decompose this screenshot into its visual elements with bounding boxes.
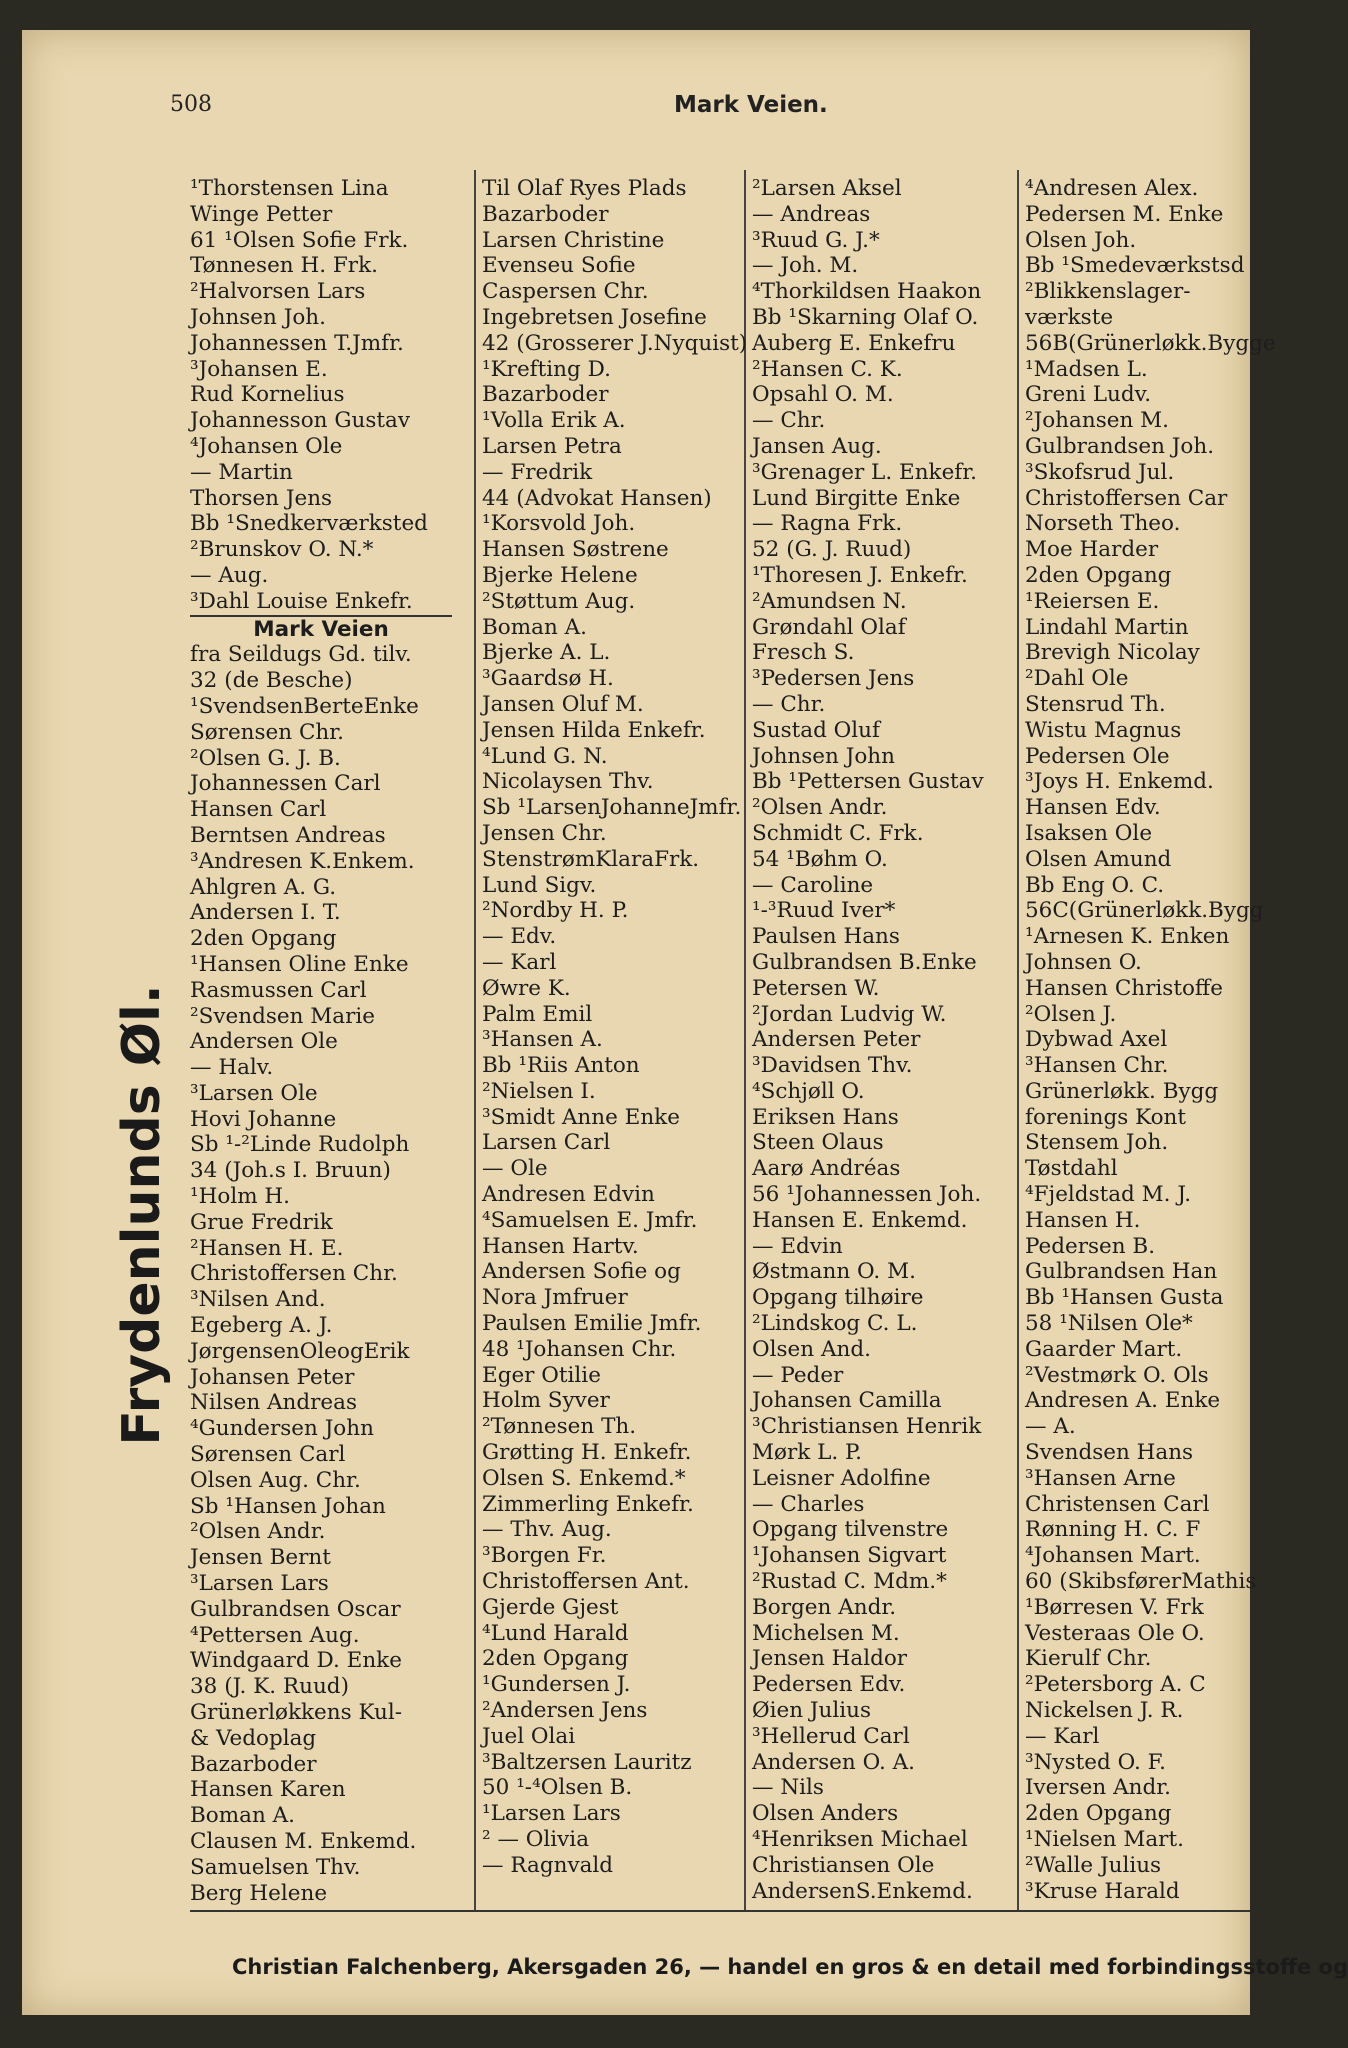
directory-entry: Hansen H. xyxy=(1025,1207,1141,1233)
directory-entry: ³Kruse Harald xyxy=(1025,1878,1180,1904)
directory-entry: ¹Korsvold Joh. xyxy=(482,511,636,537)
directory-entry: Sørensen Carl xyxy=(190,1442,346,1468)
directory-entry: Petersen W. xyxy=(752,975,880,1001)
directory-entry: Bb ¹Smedeværkstsd xyxy=(1025,253,1245,279)
directory-entry: Berg Helene xyxy=(190,1880,328,1906)
column-divider xyxy=(474,170,476,1910)
directory-entry: Bb ¹Hansen Gusta xyxy=(1025,1285,1224,1311)
directory-entry: Winge Petter xyxy=(190,201,333,227)
directory-entry: Til Olaf Ryes Plads xyxy=(482,176,687,201)
directory-entry: Evenseu Sofie xyxy=(482,253,636,279)
directory-entry: Opsahl O. M. xyxy=(752,382,894,408)
directory-entry: ¹Nielsen Mart. xyxy=(1025,1827,1184,1852)
directory-entry: Auberg E. Enkefru xyxy=(752,330,956,356)
directory-entry: Østmann O. M. xyxy=(752,1259,916,1285)
directory-entry: Greni Ludv. xyxy=(1025,382,1152,408)
directory-entry: ⁴Henriksen Michael xyxy=(752,1827,968,1852)
directory-entry: Larsen Christine xyxy=(482,227,665,253)
directory-entry: — Ragnvald xyxy=(482,1852,614,1878)
directory-entry: 56 ¹Johannessen Joh. xyxy=(752,1182,982,1208)
directory-entry: Johansen Camilla xyxy=(752,1388,942,1414)
directory-entry: — Ole xyxy=(482,1156,548,1182)
directory-entry: Pedersen Ole xyxy=(1025,743,1170,769)
directory-entry: Zimmerling Enkefr. xyxy=(482,1491,694,1517)
directory-entry: Andersen I. T. xyxy=(190,900,341,926)
directory-entry: ¹Thoresen J. Enkefr. xyxy=(752,562,968,588)
directory-entry: Gulbrandsen Oscar xyxy=(190,1596,401,1622)
directory-entry: Tøstdahl xyxy=(1025,1156,1118,1182)
directory-entry: Hovi Johanne xyxy=(190,1106,337,1132)
directory-entry: Andersen O. A. xyxy=(752,1749,915,1775)
directory-entry: — Aug. xyxy=(190,562,269,588)
column-divider xyxy=(1017,170,1019,1910)
directory-entry: ³Baltzersen Lauritz xyxy=(482,1749,692,1775)
directory-entry: Bazarboder xyxy=(482,201,609,227)
directory-entry: Egeberg A. J. xyxy=(190,1313,333,1339)
directory-entry: Hansen Karen xyxy=(190,1777,346,1803)
directory-entry: ¹Thorstensen Lina xyxy=(190,176,389,201)
directory-entry: Bjerke Helene xyxy=(482,562,638,588)
directory-entry: JørgensenOleogErik xyxy=(190,1338,410,1364)
directory-entry: Mørk L. P. xyxy=(752,1440,862,1466)
directory-entry: Øwre K. xyxy=(482,975,571,1001)
directory-entry: ³Grenager L. Enkefr. xyxy=(752,459,978,485)
directory-entry: Hansen Carl xyxy=(190,797,327,823)
directory-entry: ³Johansen E. xyxy=(190,356,328,382)
directory-entry: ³Larsen Lars xyxy=(190,1571,329,1597)
directory-entry: ³Ruud G. J.* xyxy=(752,227,880,253)
directory-entry: Pedersen Edv. xyxy=(752,1672,906,1698)
directory-entry: Johansen Peter xyxy=(190,1364,355,1390)
directory-entry: Paulsen Emilie Jmfr. xyxy=(482,1311,702,1337)
directory-entry: ²Tønnesen Th. xyxy=(482,1414,637,1440)
footer-advertisement: Christian Falchenberg, Akersgaden 26, — handel en gros & en detail med forbindingsstoffe og xyxy=(232,1955,1348,1979)
directory-entry: ²Rustad C. Mdm.* xyxy=(752,1569,947,1595)
directory-entry: ⁴Gundersen John xyxy=(190,1416,374,1442)
directory-entry: — Peder xyxy=(752,1362,844,1388)
directory-entry: ¹Volla Erik A. xyxy=(482,408,626,434)
directory-entry: Andresen A. Enke xyxy=(1025,1388,1221,1414)
directory-entry: ⁴Johansen Ole xyxy=(190,433,343,459)
directory-entry: ³Andresen K.Enkem. xyxy=(190,848,415,874)
directory-entry: Andersen Sofie og xyxy=(482,1259,681,1285)
directory-entry: Johnsen John xyxy=(752,743,895,769)
directory-entry: 56C(Grünerløkk.Bygg xyxy=(1025,898,1264,924)
directory-entry: Palm Emil xyxy=(482,1001,593,1027)
directory-entry: ²Brunskov O. N.* xyxy=(190,537,374,563)
directory-entry: ¹SvendsenBerteEnke xyxy=(190,693,419,719)
directory-entry: Boman A. xyxy=(482,614,587,640)
directory-entry: ²Olsen G. J. B. xyxy=(190,745,341,771)
directory-entry: — Caroline xyxy=(752,872,874,898)
directory-entry: Ahlgren A. G. xyxy=(190,874,337,900)
directory-entry: ²Nielsen I. xyxy=(482,1078,596,1104)
directory-entry: ²Halvorsen Lars xyxy=(190,279,366,305)
directory-entry: værkste xyxy=(1025,304,1114,330)
directory-entry: — Thv. Aug. xyxy=(482,1517,612,1543)
directory-entry: Hansen Hartv. xyxy=(482,1233,639,1259)
directory-entry: Caspersen Chr. xyxy=(482,279,649,305)
directory-entry: ²Lindskog C. L. xyxy=(752,1311,918,1337)
directory-entry: 42 (Grosserer J.Nyquist) xyxy=(482,330,748,356)
directory-entry: Ingebretsen Josefine xyxy=(482,304,707,330)
directory-entry: Opgang tilhøire xyxy=(752,1285,924,1311)
directory-entry: ³Larsen Ole xyxy=(190,1080,318,1106)
directory-entry: ³Hansen Arne xyxy=(1025,1465,1176,1491)
directory-entry: — Fredrik xyxy=(482,459,593,485)
directory-entry: Eriksen Hans xyxy=(752,1104,899,1130)
directory-entry: forenings Kont xyxy=(1025,1104,1187,1130)
directory-entry: Rud Kornelius xyxy=(190,382,345,408)
directory-entry: Rønning H. C. F xyxy=(1025,1517,1201,1543)
directory-entry: StenstrømKlaraFrk. xyxy=(482,846,700,872)
directory-entry: Grünerløkk. Bygg xyxy=(1025,1078,1219,1104)
directory-entry: 34 (Joh.s I. Bruun) xyxy=(190,1158,391,1184)
directory-entry: Clausen M. Enkemd. xyxy=(190,1829,417,1854)
directory-entry: ²Johansen M. xyxy=(1025,408,1169,434)
directory-entry: Olsen Joh. xyxy=(1025,227,1137,253)
directory-entry: Olsen Aug. Chr. xyxy=(190,1467,361,1493)
directory-entry: Pedersen B. xyxy=(1025,1233,1156,1259)
directory-entry: ²Blikkenslager- xyxy=(1025,279,1191,305)
directory-column-3 xyxy=(752,176,1016,1911)
directory-entry: — Chr. xyxy=(752,408,826,434)
directory-entry: Grøtting H. Enkefr. xyxy=(482,1440,692,1466)
directory-entry: Lund Sigv. xyxy=(482,872,597,898)
directory-entry: Johannessen T.Jmfr. xyxy=(190,330,404,356)
directory-entry: ⁴Fjeldstad M. J. xyxy=(1025,1182,1192,1208)
directory-entry: Svendsen Hans xyxy=(1025,1440,1194,1466)
directory-entry: — Karl xyxy=(1025,1723,1100,1749)
directory-entry: ⁴Pettersen Aug. xyxy=(190,1622,360,1648)
directory-entry: ²Andersen Jens xyxy=(482,1698,648,1724)
directory-entry: ⁴Samuelsen E. Jmfr. xyxy=(482,1207,698,1233)
directory-entry: Isaksen Ole xyxy=(1025,820,1153,846)
directory-entry: ¹Madsen L. xyxy=(1025,356,1148,382)
page-header xyxy=(22,92,1250,128)
directory-entry: Brevigh Nicolay xyxy=(1025,640,1200,666)
directory-entry: — Ragna Frk. xyxy=(752,511,903,537)
directory-entry: Eger Otilie xyxy=(482,1362,601,1388)
directory-entry: Bb Eng O. C. xyxy=(1025,872,1165,898)
directory-entry: 48 ¹Johansen Chr. xyxy=(482,1336,677,1362)
directory-entry: Samuelsen Thv. xyxy=(190,1854,361,1880)
directory-entry: 2den Opgang xyxy=(482,1646,629,1672)
directory-entry: 32 (de Besche) xyxy=(190,668,353,694)
directory-entry: Hansen E. Enkemd. xyxy=(752,1207,968,1233)
directory-entry: Boman A. xyxy=(190,1803,295,1829)
directory-entry: ¹Arnesen K. Enken xyxy=(1025,924,1230,950)
directory-entry: ²Vestmørk O. Ols xyxy=(1025,1362,1209,1388)
directory-entry: Berntsen Andreas xyxy=(190,822,386,848)
directory-entry: ²Olsen Andr. xyxy=(190,1519,326,1545)
directory-entry: Gulbrandsen Han xyxy=(1025,1259,1218,1285)
directory-entry: Fresch S. xyxy=(752,640,855,666)
directory-entry: ¹Krefting D. xyxy=(482,356,611,382)
directory-entry: Wistu Magnus xyxy=(1025,717,1182,743)
directory-entry: Grøndahl Olaf xyxy=(752,614,906,640)
directory-entry: ¹Hansen Oline Enke xyxy=(190,951,409,977)
directory-entry: Andersen Ole xyxy=(190,1029,338,1055)
directory-entry: ¹Larsen Lars xyxy=(482,1801,621,1827)
directory-entry: Jansen Aug. xyxy=(752,433,882,459)
directory-entry: Christoffersen Ant. xyxy=(482,1569,690,1595)
directory-entry: Sb ¹Hansen Johan xyxy=(190,1493,386,1519)
directory-entry: ³Borgen Fr. xyxy=(482,1543,607,1569)
directory-entry: ²Petersborg A. C xyxy=(1025,1672,1206,1698)
directory-entry: Johannessen Carl xyxy=(190,771,381,797)
directory-entry: Schmidt C. Frk. xyxy=(752,820,924,846)
directory-page xyxy=(22,30,1348,2015)
directory-entry: ³Nilsen And. xyxy=(190,1287,326,1313)
directory-entry: Vesteraas Ole O. xyxy=(1025,1620,1205,1646)
directory-entry: Jensen Chr. xyxy=(482,820,607,846)
directory-entry: 56B(Grünerløkk.Bygge xyxy=(1025,330,1276,356)
directory-entry: Stensrud Th. xyxy=(1025,691,1166,717)
directory-entry: — Chr. xyxy=(752,691,826,717)
directory-entry: Bazarboder xyxy=(482,382,609,408)
directory-column-2 xyxy=(482,176,748,1911)
directory-entry: ¹Reiersen E. xyxy=(1025,588,1160,614)
directory-entry: Jensen Hilda Enkefr. xyxy=(482,717,706,743)
directory-entry: ²Jordan Ludvig W. xyxy=(752,1001,947,1027)
directory-entry: Gjerde Gjest xyxy=(482,1594,619,1620)
directory-entry: ³Davidsen Thv. xyxy=(752,1053,913,1079)
directory-entry: ²Walle Julius xyxy=(1025,1852,1162,1878)
directory-entry: Sb ¹LarsenJohanneJmfr. xyxy=(482,795,742,821)
directory-entry: Norseth Theo. xyxy=(1025,511,1181,537)
directory-entry: ³Hansen Chr. xyxy=(1025,1053,1169,1079)
directory-entry: Olsen S. Enkemd.* xyxy=(482,1465,686,1491)
directory-entry: Windgaard D. Enke xyxy=(190,1648,402,1674)
directory-entry: ¹Johansen Sigvart xyxy=(752,1543,947,1569)
directory-entry: — Martin xyxy=(190,459,293,485)
directory-entry: & Vedoplag xyxy=(190,1725,317,1751)
directory-entry: ³Smidt Anne Enke xyxy=(482,1104,680,1130)
directory-entry: ²Svendsen Marie xyxy=(190,1003,375,1029)
directory-entry: 60 (SkibsførerMathis xyxy=(1025,1569,1257,1595)
directory-entry: ²Hansen C. K. xyxy=(752,356,903,382)
directory-entry: 2den Opgang xyxy=(1025,562,1172,588)
directory-entry: Dybwad Axel xyxy=(1025,1027,1168,1053)
directory-entry: ¹Børresen V. Frk xyxy=(1025,1594,1204,1620)
directory-entry: ²Olsen Andr. xyxy=(752,795,888,821)
directory-entry: Borgen Andr. xyxy=(752,1594,897,1620)
directory-entry: ³Christiansen Henrik xyxy=(752,1414,982,1440)
directory-entry: Andersen Peter xyxy=(752,1027,921,1053)
directory-entry: Jensen Haldor xyxy=(752,1646,908,1672)
directory-entry: Hansen Edv. xyxy=(1025,795,1161,821)
directory-entry: 38 (J. K. Ruud) xyxy=(190,1674,349,1700)
directory-entry: ⁴Thorkildsen Haakon xyxy=(752,279,982,305)
directory-entry: — Edvin xyxy=(752,1233,843,1259)
directory-entry: Olsen Amund xyxy=(1025,846,1172,872)
directory-entry: — Halv. xyxy=(190,1055,274,1081)
directory-entry: Grue Fredrik xyxy=(190,1209,333,1235)
directory-entry: ⁴Lund G. N. xyxy=(482,743,608,769)
directory-entry: Olsen And. xyxy=(752,1336,871,1362)
directory-entry: Holm Syver xyxy=(482,1388,610,1414)
directory-entry: Michelsen M. xyxy=(752,1620,900,1646)
directory-entry: Gulbrandsen Joh. xyxy=(1025,433,1215,459)
directory-entry: 54 ¹Bøhm O. xyxy=(752,846,888,872)
directory-column-4 xyxy=(1025,176,1276,1911)
directory-entry: ⁴Andresen Alex. xyxy=(1025,176,1199,201)
directory-entry: ³Gaardsø H. xyxy=(482,666,614,692)
directory-entry: Opgang tilvenstre xyxy=(752,1517,949,1543)
directory-entry: AndersenS.Enkemd. xyxy=(752,1878,973,1904)
directory-entry: — Joh. M. xyxy=(752,253,859,279)
directory-column-1 xyxy=(190,176,452,1911)
directory-entry: — A. xyxy=(1025,1414,1076,1440)
directory-entry: Bb ¹Snedkerværksted xyxy=(190,511,428,537)
directory-entry: 44 (Advokat Hansen) xyxy=(482,485,712,511)
directory-entry: Steen Olaus xyxy=(752,1130,884,1156)
directory-entry: Gulbrandsen B.Enke xyxy=(752,949,977,975)
side-advertisement: Frydenlunds Øl. xyxy=(112,984,172,1446)
directory-entry: Rasmussen Carl xyxy=(190,977,367,1003)
directory-entry: Stensem Joh. xyxy=(1025,1130,1169,1156)
directory-entry: ²Nordby H. P. xyxy=(482,898,629,924)
directory-entry: ⁴Schjøll O. xyxy=(752,1078,865,1104)
directory-entry: fra Seildugs Gd. tilv. xyxy=(190,642,412,668)
directory-entry: — Andreas xyxy=(752,201,871,227)
directory-entry: 2den Opgang xyxy=(1025,1801,1172,1827)
directory-entry: ¹Holm H. xyxy=(190,1184,290,1210)
directory-entry: Lund Birgitte Enke xyxy=(752,485,961,511)
directory-entry: ²Amundsen N. xyxy=(752,588,907,614)
directory-entry: Johnsen O. xyxy=(1025,949,1142,975)
directory-entry: Christensen Carl xyxy=(1025,1491,1210,1517)
directory-entry: Leisner Adolfine xyxy=(752,1465,931,1491)
directory-entry: Juel Olai xyxy=(482,1723,576,1749)
directory-entry: ³Hellerud Carl xyxy=(752,1723,910,1749)
directory-entry: ²Larsen Aksel xyxy=(752,176,902,201)
directory-entry: ³Joys H. Enkemd. xyxy=(1025,769,1214,795)
directory-entry: Bb ¹Pettersen Gustav xyxy=(752,769,984,795)
directory-entry: ²Hansen H. E. xyxy=(190,1235,344,1261)
directory-entry: Jensen Bernt xyxy=(190,1545,331,1571)
directory-entry: Grünerløkkens Kul- xyxy=(190,1700,403,1726)
directory-entry: Mark Veien xyxy=(190,615,452,643)
directory-entry: Andresen Edvin xyxy=(482,1182,655,1208)
directory-entry: Øien Julius xyxy=(752,1698,872,1724)
directory-entry: Christoffersen Car xyxy=(1025,485,1228,511)
directory-entry: Johannesson Gustav xyxy=(190,408,410,434)
directory-entry: Jansen Oluf M. xyxy=(482,691,644,717)
directory-entry: — Karl xyxy=(482,949,557,975)
directory-entry: Aarø Andréas xyxy=(752,1156,901,1182)
directory-entry: Thorsen Jens xyxy=(190,485,333,511)
directory-entry: Christiansen Ole xyxy=(752,1852,935,1878)
directory-entry: Hansen Søstrene xyxy=(482,537,669,563)
directory-entry: — Nils xyxy=(752,1775,824,1801)
directory-entry: Hansen Christoffe xyxy=(1025,975,1223,1001)
directory-entry: Bazarboder xyxy=(190,1751,317,1777)
footer-rule xyxy=(190,1910,1250,1912)
directory-entry: ¹Gundersen J. xyxy=(482,1672,631,1698)
directory-entry: 2den Opgang xyxy=(190,926,337,952)
directory-entry: ¹-³Ruud Iver* xyxy=(752,898,896,924)
directory-entry: Moe Harder xyxy=(1025,537,1159,563)
directory-entry: Nickelsen J. R. xyxy=(1025,1698,1184,1724)
directory-entry: ³Nysted O. F. xyxy=(1025,1749,1167,1775)
directory-entry: Gaarder Mart. xyxy=(1025,1336,1183,1362)
directory-entry: Nicolaysen Thv. xyxy=(482,769,654,795)
directory-entry: Nora Jmfruer xyxy=(482,1285,628,1311)
directory-entry: Sustad Oluf xyxy=(752,717,880,743)
column-divider xyxy=(744,170,746,1910)
directory-entry: 58 ¹Nilsen Ole* xyxy=(1025,1311,1193,1337)
directory-entry: Tønnesen H. Frk. xyxy=(190,253,378,279)
directory-entry: Bb ¹Riis Anton xyxy=(482,1053,640,1079)
directory-entry: Christoffersen Chr. xyxy=(190,1261,398,1287)
directory-entry: Bjerke A. L. xyxy=(482,640,611,666)
running-title: Mark Veien. xyxy=(674,92,828,118)
directory-entry: Pedersen M. Enke xyxy=(1025,201,1224,227)
directory-entry: ³Skofsrud Jul. xyxy=(1025,459,1175,485)
directory-entry: ⁴Lund Harald xyxy=(482,1620,629,1646)
directory-entry: Johnsen Joh. xyxy=(190,304,326,330)
directory-entry: ²Støttum Aug. xyxy=(482,588,636,614)
directory-entry: Paulsen Hans xyxy=(752,924,900,950)
directory-entry: ²Dahl Ole xyxy=(1025,666,1129,692)
directory-entry: Olsen Anders xyxy=(752,1801,899,1827)
directory-entry: 52 (G. J. Ruud) xyxy=(752,537,912,563)
directory-entry: ⁴Johansen Mart. xyxy=(1025,1543,1201,1569)
directory-entry: ²Olsen J. xyxy=(1025,1001,1117,1027)
directory-entry: Bb ¹Skarning Olaf O. xyxy=(752,304,979,330)
directory-entry: 61 ¹Olsen Sofie Frk. xyxy=(190,227,409,253)
directory-entry: Sørensen Chr. xyxy=(190,719,345,745)
directory-entry: ³Dahl Louise Enkefr. xyxy=(190,588,413,614)
directory-entry: Sb ¹-²Linde Rudolph xyxy=(190,1132,410,1158)
directory-entry: — Charles xyxy=(752,1491,865,1517)
directory-entry: Kierulf Chr. xyxy=(1025,1646,1152,1672)
directory-entry: Iversen Andr. xyxy=(1025,1775,1171,1801)
directory-entry: Larsen Petra xyxy=(482,433,622,459)
page-number: 508 xyxy=(170,92,212,117)
directory-entry: 50 ¹-⁴Olsen B. xyxy=(482,1775,633,1801)
directory-entry: Nilsen Andreas xyxy=(190,1390,357,1416)
directory-entry: ³Hansen A. xyxy=(482,1027,603,1053)
directory-entry: ² — Olivia xyxy=(482,1827,590,1852)
directory-entry: ³Pedersen Jens xyxy=(752,666,915,692)
directory-entry: — Edv. xyxy=(482,924,557,950)
directory-entry: Larsen Carl xyxy=(482,1130,611,1156)
directory-entry: Lindahl Martin xyxy=(1025,614,1189,640)
